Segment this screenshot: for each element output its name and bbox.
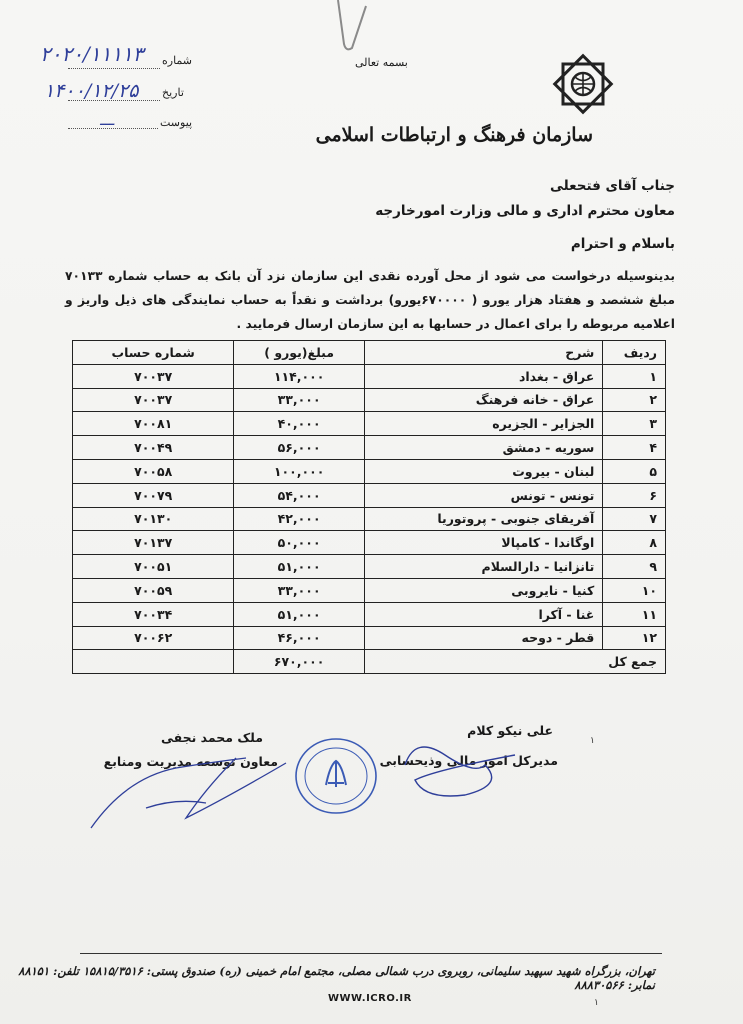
row-number-cell: ۲	[603, 388, 666, 412]
row-number-cell: ۵	[603, 459, 666, 483]
table-row	[73, 626, 666, 650]
row-number-cell: ۹	[603, 555, 666, 579]
account-number-cell: ۷۰۰۶۲	[73, 626, 234, 650]
date-value: ۱۴۰۰/۱۲/۲۵	[44, 80, 139, 102]
attachment-value: ـــ	[100, 110, 115, 129]
amount-cell: ۱۱۴,۰۰۰	[234, 364, 365, 388]
footer-address: تهران، بزرگراه شهید سپهبد سلیمانی، روبروی درب شمالی مصلی، مجتمع امام خمینی (ره) صندوق پستی: ۱۵۸۱۵/۳۵۱۶ تلفن: ۸۸۱۵۱ نمابر: ۸۸۸۳۰۵۶۶	[18, 964, 655, 992]
amount-cell: ۱۰۰,۰۰۰	[234, 459, 365, 483]
recipient-title: معاون محترم اداری و مالی وزارت امورخارجه	[375, 203, 675, 219]
account-number-cell: ۷۰۱۳۷	[73, 531, 234, 555]
amount-cell: ۵۴,۰۰۰	[234, 483, 365, 507]
description-cell: الجزایر - الجزیره	[364, 412, 602, 436]
account-number-cell: ۷۰۰۳۷	[73, 364, 234, 388]
organization-emblem-icon	[548, 50, 618, 118]
row-number-cell: ۶	[603, 483, 666, 507]
account-number-cell: ۷۰۰۷۹	[73, 483, 234, 507]
table-row	[73, 364, 666, 388]
row-number-cell: ۳	[603, 412, 666, 436]
description-cell: تانزانیا - دارالسلام	[364, 555, 602, 579]
account-number-cell: ۷۰۰۳۷	[73, 388, 234, 412]
total-label: جمع کل	[364, 650, 665, 674]
footer-divider	[80, 953, 662, 954]
number-line	[68, 68, 160, 69]
description-cell: قطر - دوحه	[364, 626, 602, 650]
description-cell: سوریه - دمشق	[364, 436, 602, 460]
table-row	[73, 436, 666, 460]
description-cell: عراق - خانه فرهنگ	[364, 388, 602, 412]
accounts-table	[72, 340, 666, 674]
description-cell: کنیا - نایروبی	[364, 578, 602, 602]
bismillah: بسمه تعالی	[355, 56, 408, 69]
table-row	[73, 459, 666, 483]
margin-mark: ۱	[590, 736, 595, 746]
account-number-cell: ۷۰۰۴۹	[73, 436, 234, 460]
row-number-cell: ۸	[603, 531, 666, 555]
header-row-number: ردیف	[603, 341, 666, 365]
greeting: باسلام و احترام	[570, 236, 675, 252]
header-description: شرح	[364, 341, 602, 365]
account-number-cell: ۷۰۱۳۰	[73, 507, 234, 531]
amount-cell: ۵۶,۰۰۰	[234, 436, 365, 460]
table-row	[73, 483, 666, 507]
description-cell: عراق - بغداد	[364, 364, 602, 388]
header-amount: مبلغ(یورو )	[234, 341, 365, 365]
account-number-cell: ۷۰۰۵۸	[73, 459, 234, 483]
account-number-cell: ۷۰۰۵۱	[73, 555, 234, 579]
account-number-cell: ۷۰۰۵۹	[73, 578, 234, 602]
table-row	[73, 578, 666, 602]
description-cell: اوگاندا - کامپالا	[364, 531, 602, 555]
row-number-cell: ۱۱	[603, 602, 666, 626]
number-value: ۲۰۲۰/۱۱۱۱۳	[40, 42, 144, 66]
account-number-cell: ۷۰۰۸۱	[73, 412, 234, 436]
official-stamp-icon	[292, 735, 380, 817]
footer-website: WWW.ICRO.IR	[328, 993, 412, 1004]
description-cell: آفریقای جنوبی - پروتوریا	[364, 507, 602, 531]
table-row	[73, 555, 666, 579]
row-number-cell: ۱	[603, 364, 666, 388]
number-label: شماره	[162, 54, 193, 67]
row-number-cell: ۷	[603, 507, 666, 531]
paperclip-icon	[330, 0, 370, 55]
amount-cell: ۵۱,۰۰۰	[234, 555, 365, 579]
left-signer-name: ملک محمد نجفی	[160, 730, 263, 745]
date-label: تاریخ	[162, 86, 184, 99]
attachment-label: پیوست	[160, 116, 193, 129]
body-paragraph: بدینوسیله درخواست می شود از محل آورده نقدی این سازمان نزد آن بانک به حساب شماره ۷۰۱۳۳ مبلغ ششصد و هفتاد هزار یورو ( ۶۷۰۰۰۰یورو) برداشت و نقداً به حساب نمایندگی های ذیل واریز و اعلامیه مربوطه را برای اعمال در حسابها به این سازمان ارسال فرمایید .	[65, 269, 675, 331]
total-empty-cell	[73, 650, 234, 674]
table-row	[73, 507, 666, 531]
right-handwritten-signature	[395, 725, 535, 805]
amount-cell: ۳۳,۰۰۰	[234, 578, 365, 602]
description-cell: تونس - تونس	[364, 483, 602, 507]
table-header-row	[73, 341, 666, 365]
amount-cell: ۴۰,۰۰۰	[234, 412, 365, 436]
left-handwritten-signature	[86, 748, 296, 838]
row-number-cell: ۱۲	[603, 626, 666, 650]
total-value: ۶۷۰,۰۰۰	[234, 650, 365, 674]
row-number-cell: ۴	[603, 436, 666, 460]
amount-cell: ۳۳,۰۰۰	[234, 388, 365, 412]
table-row	[73, 602, 666, 626]
recipient-name: جناب آقای فتحعلی	[549, 178, 675, 194]
amount-cell: ۵۰,۰۰۰	[234, 531, 365, 555]
table-row	[73, 531, 666, 555]
page-number: ۱	[594, 998, 599, 1008]
table-row	[73, 388, 666, 412]
header-account-number: شماره حساب	[73, 341, 234, 365]
description-cell: غنا - آکرا	[364, 602, 602, 626]
right-signer-title: مدیرکل امور مالی وذیحسابی	[379, 753, 558, 768]
table-row	[73, 412, 666, 436]
amount-cell: ۴۲,۰۰۰	[234, 507, 365, 531]
amount-cell: ۴۶,۰۰۰	[234, 626, 365, 650]
amount-cell: ۵۱,۰۰۰	[234, 602, 365, 626]
organization-name: سازمان فرهنگ و ارتباطات اسلامی	[315, 124, 593, 146]
description-cell: لبنان - بیروت	[364, 459, 602, 483]
row-number-cell: ۱۰	[603, 578, 666, 602]
left-signer-title: معاون توسعه مدیریت ومنابع	[103, 754, 278, 769]
account-number-cell: ۷۰۰۳۴	[73, 602, 234, 626]
right-signer-name: علی نیکو کلام	[467, 723, 553, 738]
table-total-row	[73, 650, 666, 674]
